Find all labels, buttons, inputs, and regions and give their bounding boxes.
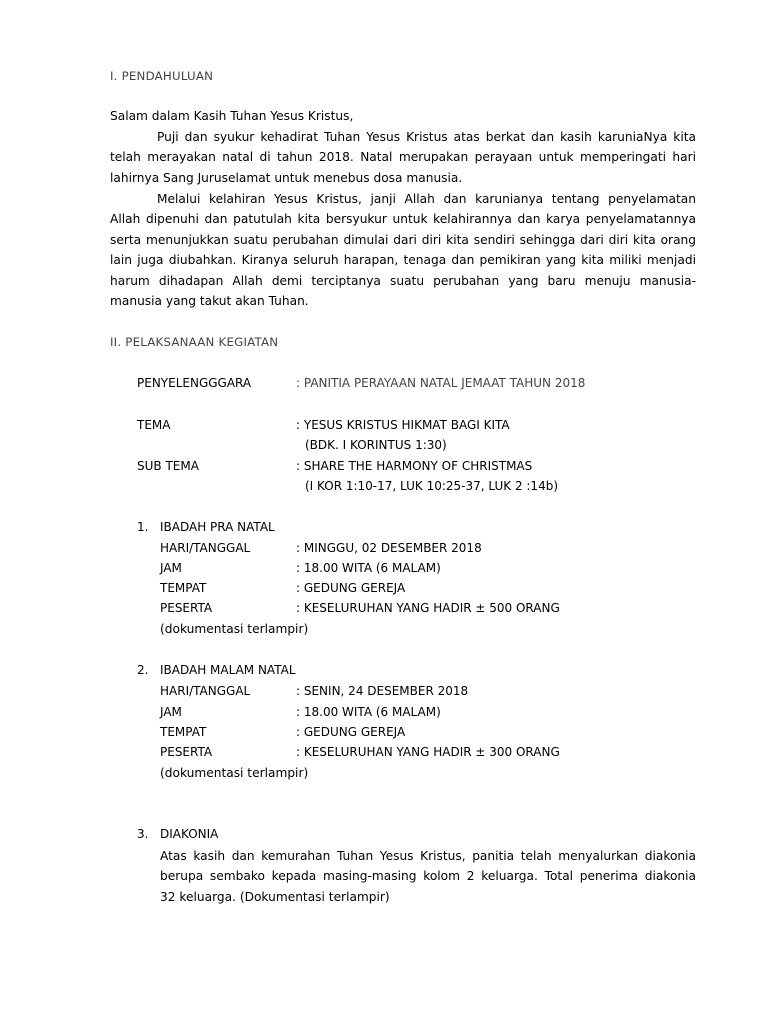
item-3-paragraph-line: Atas kasih dan kemurahan Tuhan Yesus Kristus, panitia telah menyalurkan diakonia (160, 849, 696, 863)
item-2-jam-value: : 18.00 WITA (6 MALAM) (296, 705, 441, 719)
item-2-hari-label: HARI/TANGGAL (160, 684, 251, 698)
item-2-number: 2. (137, 663, 149, 677)
paragraph-2-line: Melalui kelahiran Yesus Kristus, janji Allah dan karunianya tentang penyelamatan (157, 192, 696, 206)
item-2-note: (dokumentasi terlampir) (160, 766, 309, 780)
item-2-tempat-value: : GEDUNG GEREJA (296, 725, 406, 739)
penyelenggara-label: PENYELENGGGARA (137, 376, 252, 390)
item-1-peserta-value: : KESELURUHAN YANG HADIR ± 500 ORANG (296, 601, 560, 615)
paragraph-2-line: lain juga diubahkan. Kiranya seluruh harapan, tenaga dan pemikiran yang kita miliki menjadi (110, 253, 696, 268)
paragraph-2-line: manusia yang takut akan Tuhan. (110, 294, 309, 309)
section-heading-pendahuluan: I. PENDAHULUAN (110, 69, 214, 83)
paragraph-1-line: lahirnya Sang Juruselamat untuk menebus dosa manusia. (110, 170, 463, 185)
tema-label: TEMA (137, 418, 171, 432)
paragraph-2-line: serta menunjukkan suatu perubahan dimulai dari diri kita sendiri sehingga dari diri kita orang (110, 232, 696, 247)
item-2-hari-value: : SENIN, 24 DESEMBER 2018 (296, 684, 469, 698)
paragraph-1 (110, 127, 696, 188)
item-2-jam-label: JAM (160, 705, 182, 719)
item-1-title: IBADAH PRA NATAL (160, 520, 275, 534)
item-2-peserta-value: : KESELURUHAN YANG HADIR ± 300 ORANG (296, 745, 560, 759)
section-heading-pelaksanaan: II. PELAKSANAAN KEGIATAN (110, 335, 279, 349)
greeting-line: Salam dalam Kasih Tuhan Yesus Kristus, (110, 109, 354, 123)
tema-value: : YESUS KRISTUS HIKMAT BAGI KITA (296, 418, 510, 432)
item-2-title: IBADAH MALAM NATAL (160, 663, 296, 677)
item-1-number: 1. (137, 520, 149, 534)
item-3-paragraph (160, 846, 696, 907)
paragraph-2-line: harum dihadapan Allah demi terciptanya suatu perubahan yang baru menuju manusia- (110, 273, 696, 288)
item-1-jam-label: JAM (160, 561, 182, 575)
item-1-tempat-value: : GEDUNG GEREJA (296, 581, 406, 595)
subtema-reference: (I KOR 1:10-17, LUK 10:25-37, LUK 2 :14b) (305, 479, 559, 493)
penyelenggara-value: : PANITIA PERAYAAN NATAL JEMAAT TAHUN 2018 (296, 376, 586, 390)
item-3-number: 3. (137, 827, 149, 841)
item-3-paragraph-line: 32 keluarga. (Dokumentasi terlampir) (160, 889, 390, 904)
item-2-peserta-label: PESERTA (160, 745, 213, 759)
subtema-value: : SHARE THE HARMONY OF CHRISTMAS (296, 459, 533, 473)
tema-reference: (BDK. I KORINTUS 1:30) (305, 438, 447, 452)
item-1-jam-value: : 18.00 WITA (6 MALAM) (296, 561, 441, 575)
paragraph-2-line: Allah dipenuhi dan patutulah kita bersyukur untuk kelahirannya dan karya penyelamatannya (110, 212, 696, 227)
item-1-hari-label: HARI/TANGGAL (160, 541, 251, 555)
item-1-tempat-label: TEMPAT (160, 581, 207, 595)
item-2-tempat-label: TEMPAT (160, 725, 207, 739)
paragraph-1-line: telah merayakan natal di tahun 2018. Natal merupakan perayaan untuk memperingati hari (110, 150, 696, 165)
item-1-peserta-label: PESERTA (160, 601, 213, 615)
item-3-paragraph-line: berupa sembako kepada masing-masing kolom 2 keluarga. Total penerima diakonia (160, 869, 696, 884)
item-1-note: (dokumentasi terlampir) (160, 622, 309, 636)
item-1-hari-value: : MINGGU, 02 DESEMBER 2018 (296, 541, 482, 555)
paragraph-2 (110, 189, 696, 311)
paragraph-1-line: Puji dan syukur kehadirat Tuhan Yesus Kristus atas berkat dan kasih karuniaNya kita (157, 130, 696, 144)
item-3-title: DIAKONIA (160, 827, 219, 841)
subtema-label: SUB TEMA (137, 459, 199, 473)
